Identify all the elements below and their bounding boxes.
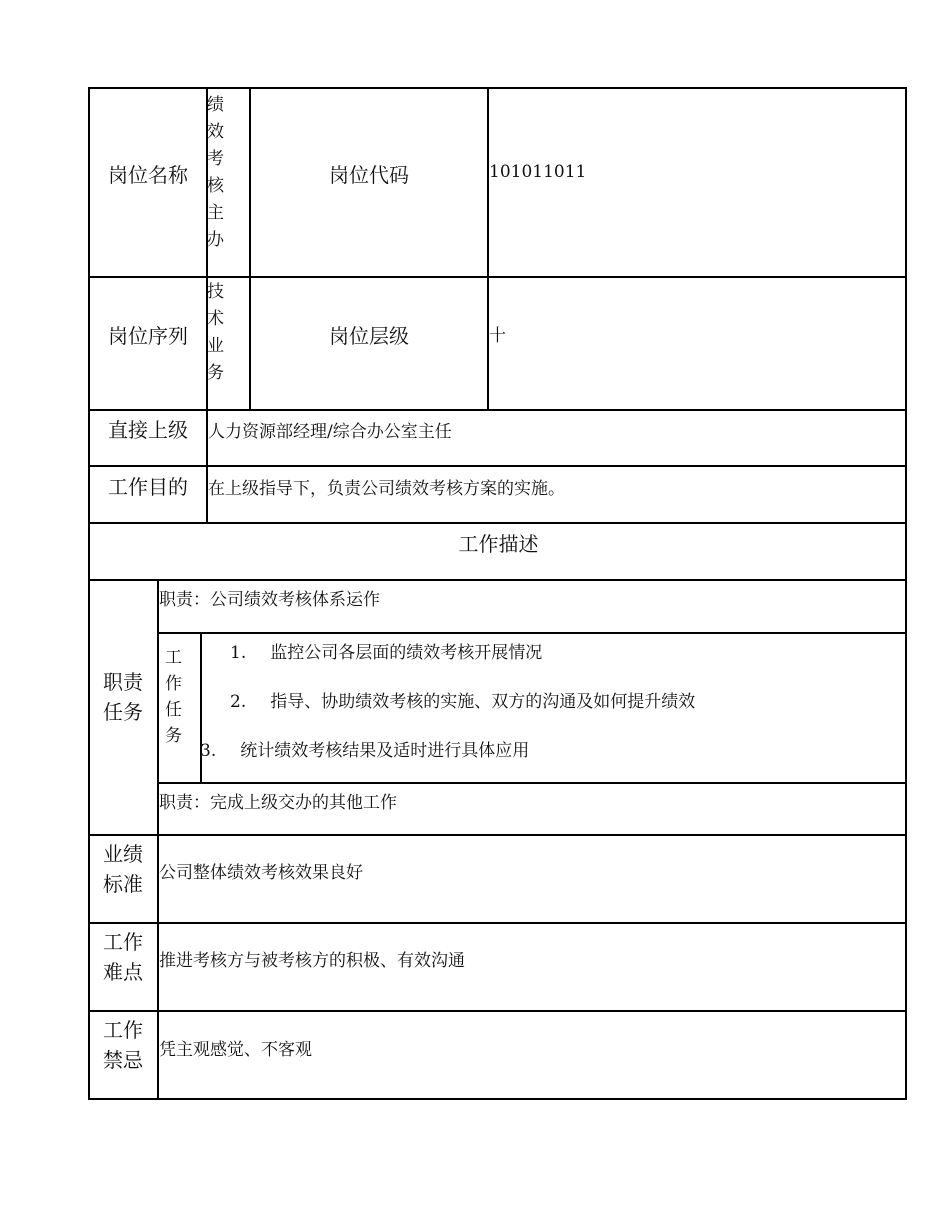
duty-2: 职责：完成上级交办的其他工作 bbox=[159, 793, 397, 813]
task-text: 监控公司各层面的绩效考核开展情况 bbox=[270, 643, 543, 663]
tasks-label: 工作任务 bbox=[165, 648, 182, 746]
standard-label bbox=[90, 839, 156, 899]
post-name-value: 绩效考核主办 bbox=[207, 95, 224, 250]
task-number: 3. bbox=[200, 741, 217, 761]
standard-label-line2: 标准 bbox=[103, 872, 143, 896]
post-level-value: 十 bbox=[489, 326, 506, 346]
task-text: 指导、协助绩效考核的实施、双方的沟通及如何提升绩效 bbox=[270, 692, 696, 712]
task-number: 2. bbox=[230, 692, 247, 712]
duties-label-line2: 任务 bbox=[103, 700, 143, 724]
superior-label: 直接上级 bbox=[108, 418, 188, 442]
standard-value: 公司整体绩效考核效果良好 bbox=[159, 863, 363, 883]
superior-value: 人力资源部经理/综合办公室主任 bbox=[208, 422, 452, 442]
standard-label-line1: 业绩 bbox=[103, 842, 143, 866]
post-name-label: 岗位名称 bbox=[108, 163, 188, 187]
task-item-1 bbox=[230, 638, 542, 663]
duties-label bbox=[90, 667, 156, 727]
post-level-label: 岗位层级 bbox=[329, 324, 409, 348]
post-series-value: 技术业务 bbox=[207, 282, 224, 383]
difficulty-label-line2: 难点 bbox=[103, 960, 143, 984]
taboo-value: 凭主观感觉、不客观 bbox=[159, 1040, 312, 1060]
duties-label-line1: 职责 bbox=[103, 670, 143, 694]
difficulty-label bbox=[90, 927, 156, 987]
taboo-label bbox=[90, 1015, 156, 1075]
post-code-label: 岗位代码 bbox=[329, 163, 409, 187]
post-series-label: 岗位序列 bbox=[108, 324, 188, 348]
post-code-value: 101011011 bbox=[489, 162, 587, 182]
purpose-value: 在上级指导下，负责公司绩效考核方案的实施。 bbox=[208, 479, 565, 499]
task-number: 1. bbox=[230, 643, 247, 663]
task-item-2 bbox=[230, 687, 695, 712]
purpose-label: 工作目的 bbox=[108, 475, 188, 499]
task-text: 统计绩效考核结果及适时进行具体应用 bbox=[240, 741, 530, 761]
difficulty-label-line1: 工作 bbox=[103, 930, 143, 954]
taboo-label-line1: 工作 bbox=[103, 1018, 143, 1042]
description-header: 工作描述 bbox=[458, 532, 539, 556]
taboo-label-line2: 禁忌 bbox=[103, 1048, 143, 1072]
task-item-3 bbox=[200, 736, 529, 761]
difficulty-value: 推进考核方与被考核方的积极、有效沟通 bbox=[159, 951, 465, 971]
duty-1: 职责：公司绩效考核体系运作 bbox=[159, 590, 380, 610]
